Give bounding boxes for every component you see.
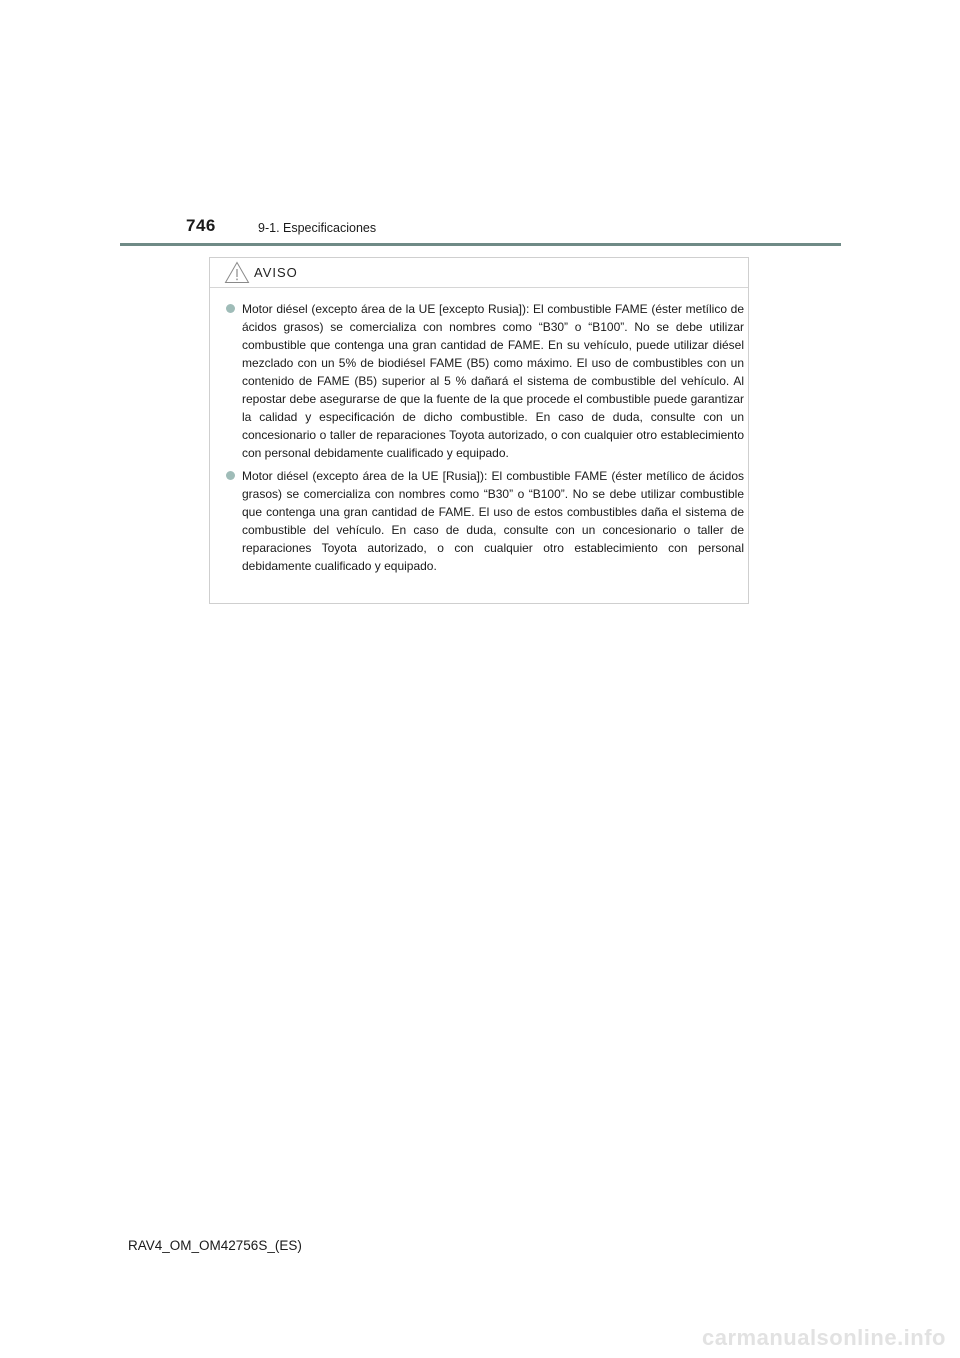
page-number: 746: [186, 216, 216, 235]
warning-triangle-icon: [224, 261, 250, 284]
notice-box: [209, 257, 749, 604]
notice-list: [226, 300, 744, 580]
watermark: carmanualsonline.info: [702, 1325, 946, 1350]
notice-header: [210, 258, 748, 288]
notice-title: AVISO: [254, 265, 298, 280]
notice-item-text: Motor diésel (excepto área de la UE [Rusia]): El combustible FAME (éster metílico de ácidos grasos) se comercializa con nombres como “B30” o “B100”. No se debe utilizar combustible que contenga una gran cantidad de FAME. El uso de estos combustibles daña el sistema de combustible del vehículo. En caso de duda, consulte con un concesionario o taller de reparaciones Toyota autorizado, o con cualquier otro establecimiento con personal debidamente cualificado y equipado.: [242, 469, 744, 573]
header-rule: [120, 243, 841, 246]
bullet-dot-icon: [226, 471, 235, 480]
bullet-dot-icon: [226, 304, 235, 313]
notice-item-text: Motor diésel (excepto área de la UE [excepto Rusia]): El combustible FAME (éster metílico de ácidos grasos) se comercializa con nombres como “B30” o “B100”. No se debe utilizar combustible que contenga una gran cantidad de FAME. En su vehículo, puede utilizar diésel mezclado con un 5% de biodiésel FAME (B5) como máximo. El uso de combustibles con un contenido de FAME (B5) superior al 5 % dañará el sistema de combustible del vehículo. Al repostar debe asegurarse de que la fuente de la que procede el combustible puede garantizar la calidad y especificación de dicho combustible. En caso de duda, consulte con un concesionario o taller de reparaciones Toyota autorizado, o con cualquier otro establecimiento con personal debidamente cualificado y equipado.: [242, 302, 744, 460]
section-title: 9-1. Especificaciones: [258, 221, 377, 235]
list-item: [226, 300, 744, 462]
list-item: [226, 467, 744, 575]
footer-doc-code: RAV4_OM_OM42756S_(ES): [128, 1238, 302, 1253]
